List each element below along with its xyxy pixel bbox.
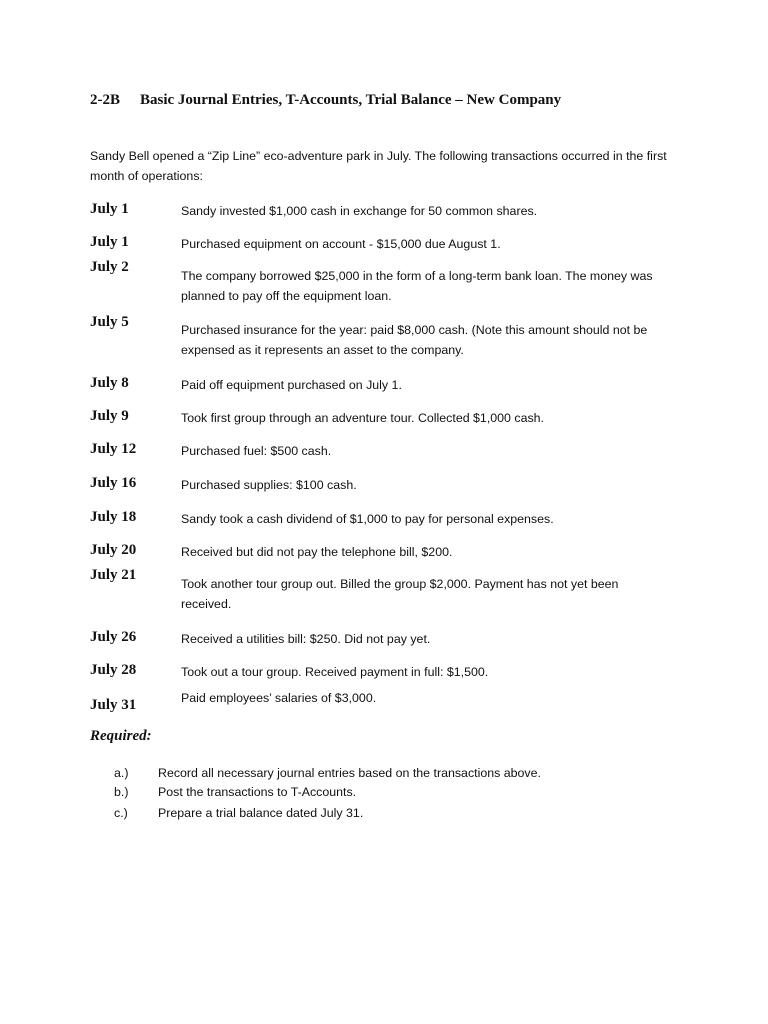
transaction-date: July 8 (90, 375, 129, 391)
transaction-text: Received a utilities bill: $250. Did not pay yet. (181, 632, 431, 646)
transaction-date: July 28 (90, 662, 137, 678)
heading-number: 2-2B (90, 92, 120, 108)
transaction-date: July 1 (90, 201, 129, 217)
required-item-letter: a.) (114, 766, 129, 780)
transaction-date: July 18 (90, 509, 137, 525)
required-item-letter: b.) (114, 785, 129, 799)
transaction-text: Sandy took a cash dividend of $1,000 to pay for personal expenses. (181, 512, 554, 526)
transaction-text: Paid employees’ salaries of $3,000. (181, 691, 377, 705)
document-heading (90, 92, 561, 109)
required-item-letter: c.) (114, 806, 128, 820)
intro-paragraph: Sandy Bell opened a “Zip Line” eco-adventure park in July. The following transactions occurred in the first month of operations: (90, 149, 667, 183)
required-item-text: Prepare a trial balance dated July 31. (158, 806, 364, 820)
transaction-date: July 21 (90, 567, 137, 583)
transaction-date: July 31 (90, 697, 137, 713)
transaction-text: Paid off equipment purchased on July 1. (181, 378, 402, 392)
transaction-text: The company borrowed $25,000 in the form of a long-term bank loan. The money was planned to pay off the equipment loan. (181, 269, 653, 303)
required-label: Required: (90, 728, 152, 744)
transaction-date: July 16 (90, 475, 137, 491)
transaction-date: July 5 (90, 314, 129, 330)
transaction-text: Received but did not pay the telephone bill, $200. (181, 545, 453, 559)
transaction-text: Purchased insurance for the year: paid $8,000 cash. (Note this amount should not be expensed as it represents an asset to the company. (181, 323, 648, 357)
transaction-date: July 20 (90, 542, 137, 558)
required-item-text: Post the transactions to T-Accounts. (158, 785, 357, 799)
transaction-text: Purchased supplies: $100 cash. (181, 478, 357, 492)
heading-title: Basic Journal Entries, T-Accounts, Trial Balance – New Company (140, 92, 562, 108)
transaction-date: July 12 (90, 441, 137, 457)
transaction-date: July 26 (90, 629, 137, 645)
transaction-text: Purchased equipment on account - $15,000 due August 1. (181, 237, 501, 251)
transaction-date: July 2 (90, 259, 129, 275)
transaction-date: July 1 (90, 234, 129, 250)
transaction-text: Took first group through an adventure tour. Collected $1,000 cash. (181, 411, 544, 425)
transaction-text: Purchased fuel: $500 cash. (181, 444, 332, 458)
transaction-text: Sandy invested $1,000 cash in exchange for 50 common shares. (181, 204, 538, 218)
transaction-text: Took another tour group out. Billed the group $2,000. Payment has not yet been received. (181, 577, 619, 611)
transaction-text: Took out a tour group. Received payment in full: $1,500. (181, 665, 489, 679)
transaction-date: July 9 (90, 408, 129, 424)
required-item-text: Record all necessary journal entries based on the transactions above. (158, 766, 541, 780)
